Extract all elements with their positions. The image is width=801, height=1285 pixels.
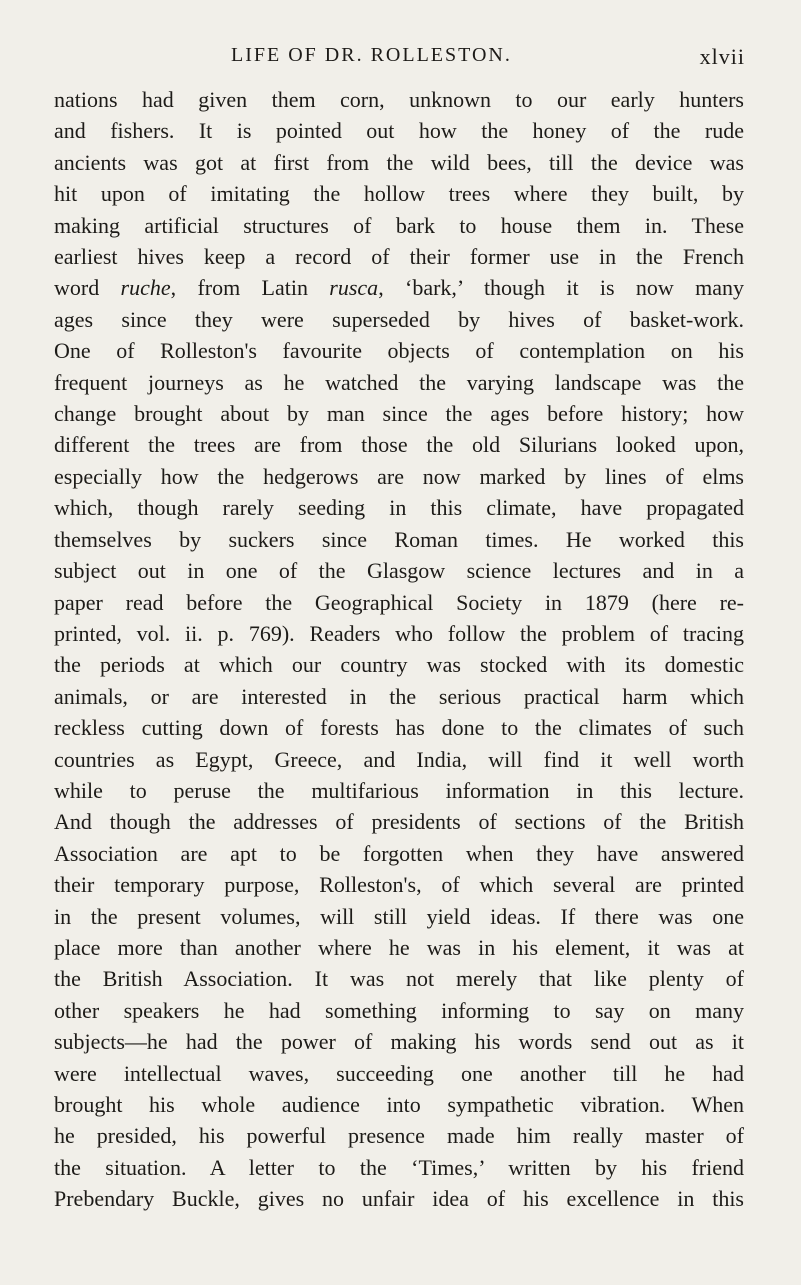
body-text	[54, 84, 744, 1215]
text-line: in the present volumes, will still yield ideas. If there was one	[54, 903, 744, 929]
text-line: other speakers he had something informing to say on many	[54, 997, 744, 1023]
text-line: the periods at which our country was stocked with its domestic	[54, 652, 744, 678]
text-line: he presided, his powerful presence made him really master of	[54, 1123, 744, 1149]
text-line: reckless cutting down of forests has done to the climates of such	[54, 715, 744, 741]
text-line: earliest hives keep a record of their former use in the French	[54, 244, 744, 270]
running-head	[56, 44, 745, 72]
page-number: xlvii	[699, 44, 745, 69]
text-line: while to peruse the multifarious information in this lecture.	[54, 777, 744, 803]
text-line: subject out in one of the Glasgow science lectures and in a	[54, 558, 744, 584]
text-line: place more than another where he was in his element, it was at	[54, 934, 744, 960]
text-line: And though the addresses of presidents of sections of the British	[54, 809, 744, 835]
text-line: themselves by suckers since Roman times. He worked this	[54, 526, 744, 552]
text-line: One of Rolleston's favourite objects of contemplation on his	[54, 338, 744, 364]
text-line: frequent journeys as he watched the varying landscape was the	[54, 369, 744, 395]
text-line: printed, vol. ii. p. 769). Readers who follow the problem of tracing	[54, 620, 744, 646]
text-line: nations had given them corn, unknown to our early hunters	[54, 87, 744, 112]
text-line: ages since they were superseded by hives of basket-work.	[54, 306, 744, 332]
text-line: paper read before the Geographical Society in 1879 (here re-	[54, 589, 744, 615]
text-line: subjects—he had the power of making his words send out as it	[54, 1029, 744, 1055]
text-line: brought his whole audience into sympathetic vibration. When	[54, 1092, 744, 1117]
text-line: their temporary purpose, Rolleston's, of which several are printed	[54, 872, 744, 898]
running-head-title: LIFE OF DR. ROLLESTON.	[231, 44, 512, 66]
text-line: word ruche, from Latin rusca, ‘bark,’ though it is now many	[54, 275, 744, 301]
text-line: countries as Egypt, Greece, and India, will find it well worth	[54, 746, 744, 772]
text-line: especially how the hedgerows are now marked by lines of elms	[54, 463, 744, 489]
text-line: and fishers. It is pointed out how the honey of the rude	[54, 118, 744, 144]
text-line: Prebendary Buckle, gives no unfair idea of his excellence in this	[54, 1186, 744, 1212]
text-line: the British Association. It was not merely that like plenty of	[54, 966, 744, 992]
text-line: different the trees are from those the old Silurians looked upon,	[54, 432, 744, 458]
text-line: were intellectual waves, succeeding one another till he had	[54, 1060, 744, 1086]
text-line: animals, or are interested in the serious practical harm which	[54, 683, 744, 709]
text-line: ancients was got at first from the wild bees, till the device was	[54, 149, 744, 175]
text-line: hit upon of imitating the hollow trees where they built, by	[54, 181, 744, 207]
text-line: making artificial structures of bark to house them in. These	[54, 212, 744, 238]
text-line: Association are apt to be forgotten when they have answered	[54, 840, 744, 866]
text-line: the situation. A letter to the ‘Times,’ written by his friend	[54, 1154, 744, 1180]
text-line: change brought about by man since the ages before history; how	[54, 401, 744, 427]
text-line: which, though rarely seeding in this climate, have propagated	[54, 495, 744, 521]
